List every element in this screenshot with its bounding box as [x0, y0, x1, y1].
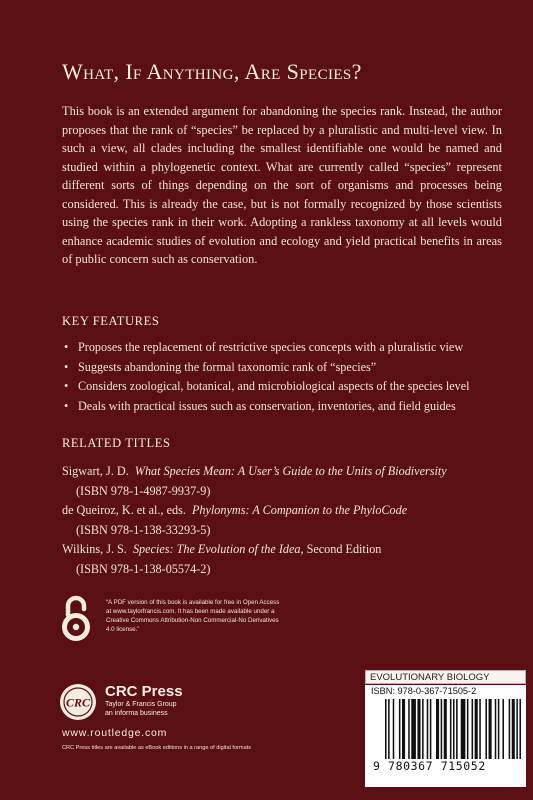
related-title-entry	[62, 540, 512, 560]
barcode-digits: 9 780367 715052	[373, 759, 486, 773]
feature-item: • Considers zoological, botanical, and microbiological aspects of the species level	[62, 377, 512, 397]
feature-item: • Suggests abandoning the formal taxonomic rank of “species”	[62, 358, 512, 378]
ebook-fineprint: CRC Press titles are available as eBook editions in a range of digital formats	[62, 745, 252, 751]
open-access-icon	[58, 593, 94, 643]
related-edition: Second Edition	[306, 542, 382, 556]
related-book-title: Phylonyms: A Companion to the PhyloCode	[191, 503, 408, 517]
publisher-url: www.routledge.com	[62, 727, 168, 739]
publisher-group: Taylor & Francis Group	[105, 701, 177, 708]
key-features-list	[62, 338, 512, 416]
related-titles-list	[62, 462, 512, 579]
related-author: Sigwart, J. D.	[62, 464, 129, 478]
feature-item: • Deals with practical issues such as conservation, inventories, and field guides	[62, 397, 512, 417]
isbn-label: ISBN: 978-0-367-71505-2	[371, 686, 477, 696]
open-access-note: “A PDF version of this book is available for free in Open Access at www.taylorfrancis.com. It has been made available under a Creative Commons Attribution-Non Commercial-No Derivatives 4.0 license.”	[106, 599, 280, 633]
related-title-entry	[62, 501, 512, 521]
crc-press-logo	[58, 682, 98, 722]
related-isbn: (ISBN 978-1-4987-9937-9)	[76, 483, 211, 498]
feature-item: • Proposes the replacement of restrictive species concepts with a pluralistic view	[62, 338, 512, 358]
related-author: Wilkins, J. S.	[62, 542, 127, 556]
related-titles-heading: RELATED TITLES	[62, 436, 171, 450]
related-author: de Queiroz, K. et al., eds.	[62, 503, 186, 517]
barcode-icon	[385, 699, 521, 759]
crc-logo-text: CRC	[65, 695, 91, 710]
publisher-block	[105, 683, 183, 718]
related-isbn: (ISBN 978-1-138-05574-2)	[76, 561, 211, 576]
related-book-title: Species: The Evolution of the Idea,	[132, 542, 304, 556]
related-title-entry	[62, 462, 512, 482]
book-description: This book is an extended argument for abandoning the species rank. Instead, the author proposes that the rank of “species” be replaced by a pluralistic and multi-level view. In such a view, all clades including the smallest identifiable one would be named and studied within a phylogenetic context. What are currently called “species” represent different sorts of things depending on the sort of organisms and processes being considered. This is already the case, but is not formally recognized by those scientists using the species rank in their work. Adopting a rankless taxonomy at all levels would enhance academic studies of evolution and ecology and yield practical benefits in areas of public concern such as conservation.	[62, 104, 502, 266]
related-isbn: (ISBN 978-1-138-33293-5)	[76, 522, 211, 537]
publisher-name: CRC Press	[105, 683, 183, 700]
related-book-title: What Species Mean: A User’s Guide to the Units of Biodiversity	[134, 464, 447, 478]
subject-label: EVOLUTIONARY BIOLOGY	[365, 670, 526, 684]
book-title: What, If Anything, Are Species?	[62, 59, 362, 84]
key-features-heading: KEY FEATURES	[62, 314, 160, 328]
publisher-business: an informa business	[105, 710, 168, 717]
barcode-panel	[365, 685, 526, 787]
